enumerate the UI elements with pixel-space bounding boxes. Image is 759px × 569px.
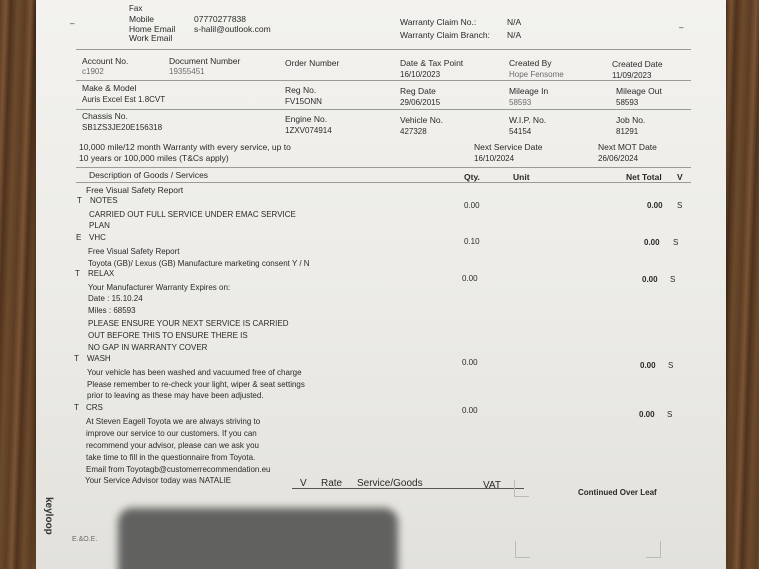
- v-header: V: [677, 172, 683, 182]
- vat-summary-service-goods: Service/Goods: [357, 478, 423, 489]
- home-email-label: Home Email: [129, 24, 176, 34]
- created-date-value: 11/09/2023: [612, 71, 652, 80]
- mileage-out-value: 58593: [616, 98, 639, 107]
- next-mot-value: 26/06/2024: [598, 154, 639, 163]
- item-net-total: 0.00: [647, 201, 663, 210]
- order-number-label: Order Number: [285, 58, 340, 68]
- reg-date-value: 29/06/2015: [400, 98, 441, 107]
- box-mark: [514, 480, 529, 497]
- item-line: NO GAP IN WARRANTY COVER: [88, 343, 208, 352]
- phone-shadow: [118, 508, 398, 569]
- item-title: CRS: [86, 403, 103, 412]
- account-no-value: c1902: [82, 67, 104, 76]
- next-service-value: 16/10/2024: [474, 154, 515, 163]
- wip-no-label: W.I.P. No.: [509, 115, 547, 125]
- next-mot-label: Next MOT Date: [598, 142, 657, 152]
- chassis-no-label: Chassis No.: [82, 111, 128, 121]
- item-qty: 0.10: [464, 237, 480, 246]
- mileage-in-label: Mileage In: [509, 86, 549, 96]
- unit-header: Unit: [513, 172, 530, 182]
- item-line: Your vehicle has been washed and vacuumed free of charge: [87, 368, 302, 377]
- date-tax-value: 16/10/2023: [400, 70, 441, 79]
- item-net-total: 0.00: [639, 410, 655, 419]
- item-line: Please remember to re-check your light, wiper & seat settings: [87, 380, 305, 389]
- next-service-label: Next Service Date: [474, 142, 543, 152]
- warranty-claim-no-label: Warranty Claim No.:: [400, 17, 477, 27]
- item-code: T: [77, 196, 82, 205]
- date-tax-label: Date & Tax Point: [400, 58, 464, 68]
- created-date-label: Created Date: [612, 59, 663, 69]
- warranty-claim-branch-label: Warranty Claim Branch:: [400, 30, 490, 40]
- wip-no-value: 54154: [509, 127, 532, 136]
- item-qty: 0.00: [462, 406, 478, 415]
- item-vat-code: S: [668, 361, 674, 370]
- item-line: Your Service Advisor today was NATALIE: [85, 476, 232, 485]
- item-vat-code: S: [677, 201, 683, 210]
- reg-date-label: Reg Date: [400, 86, 436, 96]
- item-vat-code: S: [673, 238, 679, 247]
- warranty-note-line1: 10,000 mile/12 month Warranty with every service, up to: [79, 142, 291, 152]
- item-code: T: [74, 354, 79, 363]
- make-model-label: Make & Model: [82, 83, 137, 93]
- created-by-value: Hope Fensome: [509, 70, 564, 79]
- keyloop-logo: keyloop: [43, 497, 54, 535]
- reg-no-value: FV15ONN: [285, 97, 322, 106]
- table-header-bottom-line: [76, 182, 691, 183]
- item-net-total: 0.00: [642, 275, 658, 284]
- home-email-value: s-halil@outlook.com: [194, 24, 271, 34]
- item-line: PLAN: [89, 221, 110, 230]
- box-mark: [646, 541, 661, 558]
- item-code: T: [74, 403, 79, 412]
- mobile-value: 07770277838: [194, 14, 247, 24]
- item-net-total: 0.00: [640, 361, 656, 370]
- created-by-label: Created By: [509, 58, 552, 68]
- vat-summary-v: V: [300, 478, 307, 489]
- reg-no-label: Reg No.: [285, 85, 317, 95]
- description-header: Description of Goods / Services: [89, 170, 209, 180]
- engine-no-label: Engine No.: [285, 114, 328, 124]
- work-email-label: Work Email: [129, 33, 173, 43]
- make-model-value: Auris Excel Est 1.8CVT: [82, 95, 166, 104]
- mileage-in-value: 58593: [509, 98, 532, 107]
- item-title: WASH: [87, 354, 111, 363]
- chassis-no-value: SB1ZS3JE20E156318: [82, 123, 163, 132]
- box-mark: [515, 541, 530, 558]
- item-line: OUT BEFORE THIS TO ENSURE THERE IS: [88, 331, 248, 340]
- table-header-top-line: [76, 167, 691, 168]
- net-total-header: Net Total: [626, 172, 662, 182]
- item-qty: 0.00: [462, 358, 478, 367]
- vat-summary-rate: Rate: [321, 478, 343, 489]
- item-line: PLEASE ENSURE YOUR NEXT SERVICE IS CARRIED: [88, 319, 289, 328]
- item-title: VHC: [89, 233, 106, 242]
- item-vat-code: S: [670, 275, 676, 284]
- vehicle-no-label: Vehicle No.: [400, 115, 443, 125]
- divider: [76, 49, 691, 50]
- job-no-value: 81291: [616, 127, 639, 136]
- dash-mark: –: [70, 19, 75, 28]
- item-line: improve our service to our customers. If you can: [86, 429, 257, 438]
- fax-label: Fax: [129, 4, 143, 13]
- item-line: take time to fill in the questionnaire from Toyota.: [86, 453, 256, 462]
- vehicle-no-value: 427328: [400, 127, 427, 136]
- continued-over-leaf: Continued Over Leaf: [578, 488, 657, 497]
- item-title: RELAX: [88, 269, 115, 278]
- account-no-label: Account No.: [82, 56, 129, 66]
- item-line: Free Visual Safety Report: [88, 247, 180, 256]
- item-code: E: [76, 233, 82, 242]
- mileage-out-label: Mileage Out: [616, 86, 662, 96]
- qty-header: Qty.: [464, 172, 480, 182]
- item-line: Miles : 68593: [88, 306, 136, 315]
- engine-no-value: 1ZXV074914: [285, 126, 332, 135]
- vat-summary-vat: VAT: [483, 480, 501, 491]
- item-line: prior to leaving as these may have been adjusted.: [87, 391, 264, 400]
- item-qty: 0.00: [462, 274, 478, 283]
- item-title: NOTES: [90, 196, 118, 205]
- item-code: T: [75, 269, 80, 278]
- document-number-label: Document Number: [169, 56, 241, 66]
- divider: [76, 80, 691, 81]
- item-line: recommend your advisor, please can we ask you: [86, 441, 259, 450]
- item-line: Email from Toyotagb@customerrecommendation.eu: [86, 465, 271, 474]
- item-vat-code: S: [667, 410, 673, 419]
- dash-mark-right: –: [679, 23, 684, 32]
- item-net-total: 0.00: [644, 238, 660, 247]
- item-qty: 0.00: [464, 201, 480, 210]
- warranty-claim-no-value: N/A: [507, 17, 522, 27]
- item-line: Date : 15.10.24: [88, 294, 143, 303]
- job-no-label: Job No.: [616, 115, 646, 125]
- item-line: Toyota (GB)/ Lexus (GB) Manufacture marketing consent Y / N: [88, 259, 310, 268]
- warranty-claim-branch-value: N/A: [507, 30, 522, 40]
- item-line: Your Manufacturer Warranty Expires on:: [88, 283, 231, 292]
- eoe-note: E.&O.E.: [72, 536, 98, 543]
- warranty-note-line2: 10 years or 100,000 miles (T&Cs apply): [79, 153, 229, 163]
- document-number-value: 19355451: [169, 67, 205, 76]
- invoice-page: [36, 0, 726, 569]
- list-item-title: Free Visual Safety Report: [86, 185, 184, 195]
- item-line: CARRIED OUT FULL SERVICE UNDER EMAC SERVICE: [89, 210, 296, 219]
- item-line: At Steven Eagell Toyota we are always striving to: [86, 417, 261, 426]
- mobile-label: Mobile: [129, 14, 155, 24]
- divider: [76, 109, 691, 110]
